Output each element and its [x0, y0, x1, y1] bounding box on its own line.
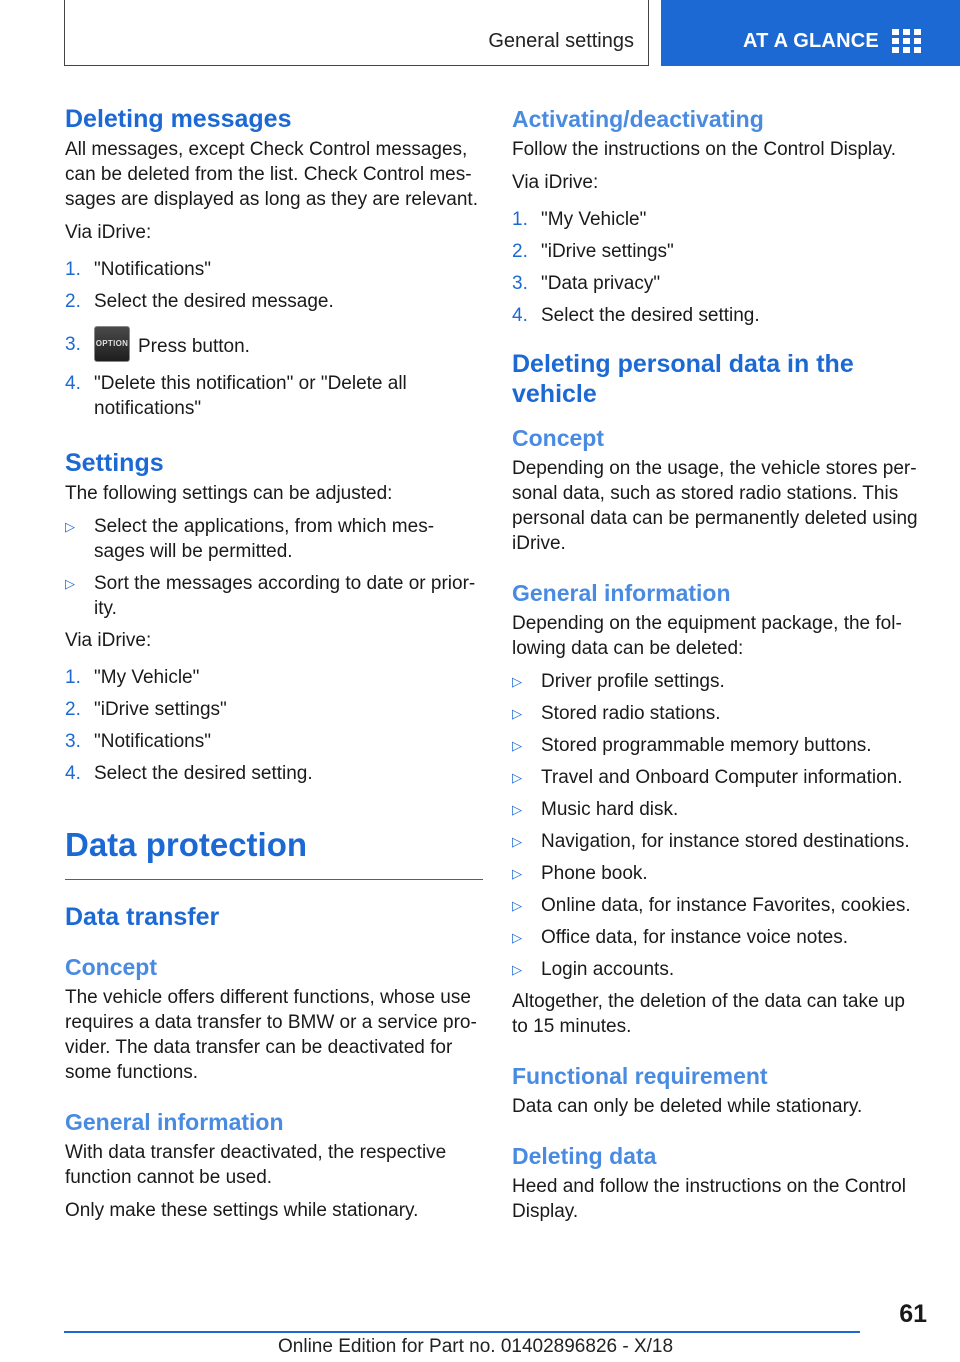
grid-icon [892, 29, 922, 53]
triangle-right-icon: ▷ [512, 962, 522, 977]
triangle-right-icon: ▷ [512, 706, 522, 721]
list-item: 4. "Delete this notification" or "Delete all notifications" [65, 373, 407, 419]
heading-deleting-data: Deleting data [512, 1143, 657, 1169]
triangle-right-icon: ▷ [512, 930, 522, 945]
steps-activating [512, 207, 924, 328]
option-button-icon: OPTION [94, 326, 130, 362]
bullets-deletable-data [512, 669, 924, 982]
heading-activating: Activating/deactivating [512, 106, 764, 132]
bullets-settings [65, 514, 483, 621]
list-item: 4. Select the desired setting. [512, 305, 760, 326]
heading-general-information: General information [65, 1109, 284, 1135]
paragraph: Data can only be deleted while stationary. [512, 1096, 863, 1117]
list-item: ▷ Navigation, for instance stored destinations. [512, 831, 910, 852]
footer-edition: Online Edition for Part no. 01402896826 - X/18 [278, 1336, 674, 1357]
footer-divider [64, 1331, 860, 1333]
left-column [65, 104, 483, 1231]
list-item: ▷ Online data, for instance Favorites, cookies. [512, 895, 911, 916]
steps-settings [65, 665, 483, 786]
list-item: ▷ Driver profile settings. [512, 671, 725, 692]
paragraph: Follow the instructions on the Control Display. [512, 139, 897, 160]
paragraph: Only make these settings while stationary. [65, 1200, 419, 1221]
heading-deleting-personal-data: Deleting personal data in the vehicle [512, 350, 854, 408]
triangle-right-icon: ▷ [65, 576, 75, 591]
header-chapter-title: AT A GLANCE [743, 30, 879, 52]
list-item: 2. Select the desired message. [65, 291, 334, 312]
steps-deleting [65, 257, 483, 421]
list-item: ▷ Phone book. [512, 863, 648, 884]
triangle-right-icon: ▷ [512, 738, 522, 753]
heading-general-information: General information [512, 580, 731, 606]
list-item: 4. Select the desired setting. [65, 763, 313, 784]
triangle-right-icon: ▷ [512, 770, 522, 785]
heading-concept: Concept [512, 425, 604, 451]
paragraph: Heed and follow the instructions on the Control Display. [512, 1176, 906, 1222]
list-item: ▷ Stored radio stations. [512, 703, 721, 724]
paragraph: The vehicle offers different functions, whose use requires a data transfer to BMW or a service pro-vider. The data transfer can be deactivated for some functions. [65, 987, 477, 1083]
paragraph: Altogether, the deletion of the data can take up to 15 minutes. [512, 991, 905, 1037]
list-item: 3. OPTION Press button. [65, 332, 483, 362]
list-item: ▷ Music hard disk. [512, 799, 679, 820]
paragraph: All messages, except Check Control messages, can be deleted from the list. Check Control mes-sages are displayed as long as they are relevant. [65, 139, 478, 210]
triangle-right-icon: ▷ [65, 519, 75, 534]
list-item: 1. "My Vehicle" [512, 209, 647, 230]
right-column [512, 104, 924, 1232]
heading-functional-requirement: Functional requirement [512, 1063, 768, 1089]
list-item: ▷ Stored programmable memory buttons. [512, 735, 872, 756]
list-item: ▷ Select the applications, from which mes-sages will be permitted. [65, 516, 435, 562]
paragraph: With data transfer deactivated, the respective function cannot be used. [65, 1142, 447, 1188]
list-item: 2. "iDrive settings" [65, 699, 227, 720]
heading-deleting-messages: Deleting messages [65, 105, 292, 133]
triangle-right-icon: ▷ [512, 834, 522, 849]
list-item: ▷ Travel and Onboard Computer information. [512, 767, 903, 788]
list-item: 2. "iDrive settings" [512, 241, 674, 262]
list-item: 1. "Notifications" [65, 259, 211, 280]
page-number: 61 [899, 1300, 927, 1328]
paragraph: Depending on the equipment package, the fol-lowing data can be deleted: [512, 613, 902, 659]
triangle-right-icon: ▷ [512, 802, 522, 817]
heading-settings: Settings [65, 449, 164, 477]
list-item: 3. "Notifications" [65, 731, 211, 752]
header-section-title: General settings [488, 30, 634, 52]
paragraph: The following settings can be adjusted: [65, 483, 393, 504]
triangle-right-icon: ▷ [512, 898, 522, 913]
list-item: 1. "My Vehicle" [65, 667, 200, 688]
list-item: ▷ Office data, for instance voice notes. [512, 927, 848, 948]
paragraph: Depending on the usage, the vehicle stores per-sonal data, such as stored radio stations. This personal data can be permanently deleted using iDrive. [512, 458, 918, 554]
header-chapter-tab[interactable] [661, 0, 960, 66]
heading-data-protection: Data protection [65, 825, 483, 880]
heading-data-transfer: Data transfer [65, 903, 220, 931]
via-idrive-label: Via iDrive: [512, 172, 599, 193]
list-item: ▷ Sort the messages according to date or prior-ity. [65, 573, 476, 619]
triangle-right-icon: ▷ [512, 866, 522, 881]
heading-concept: Concept [65, 954, 157, 980]
via-idrive-label: Via iDrive: [65, 222, 152, 243]
list-item: 3. "Data privacy" [512, 273, 661, 294]
list-item: ▷ Login accounts. [512, 959, 675, 980]
header-section-box [64, 0, 649, 66]
via-idrive-label: Via iDrive: [65, 630, 152, 651]
triangle-right-icon: ▷ [512, 674, 522, 689]
